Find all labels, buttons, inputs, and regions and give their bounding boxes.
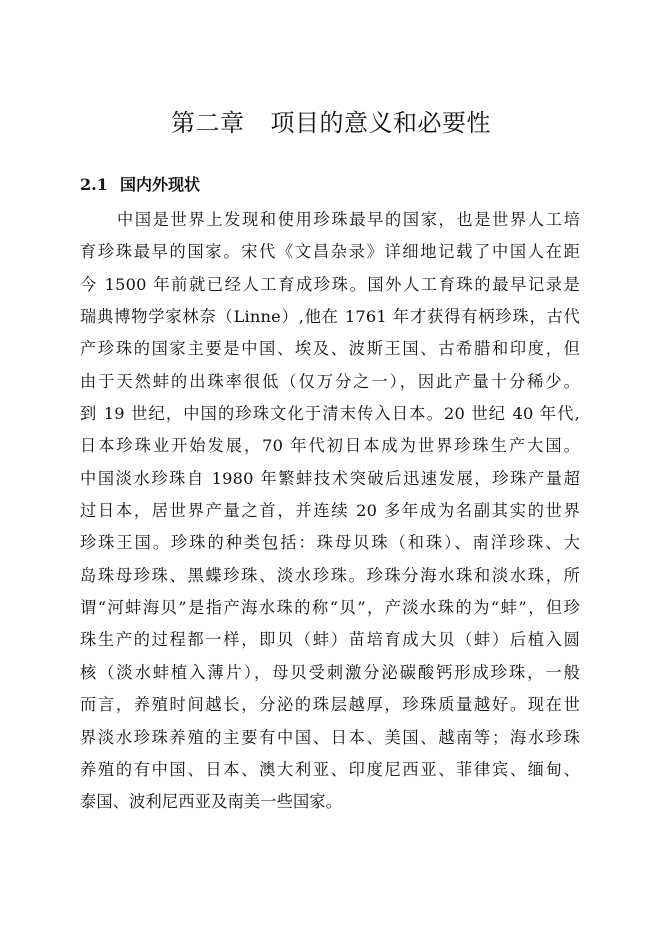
paragraph-line: 瑞典博物学家林奈（Linne）,他在 1761 年才获得有柄珍珠，古代: [80, 307, 580, 327]
paragraph-line: 珍珠王国。珍珠的种类包括：珠母贝珠（和珠）、南洋珍珠、大: [80, 533, 580, 553]
section-number: 2.1: [80, 175, 108, 194]
paragraph-line: 育珍珠最早的国家。宋代《文昌杂录》详细地记载了中国人在距: [80, 242, 580, 262]
chapter-title: [0, 106, 662, 140]
paragraph-line: 核（淡水蚌植入薄片），母贝受刺激分泌碳酸钙形成珍珠，一般: [80, 662, 580, 682]
body-paragraph: [80, 204, 580, 819]
paragraph-line: 养殖的有中国、日本、澳大利亚、印度尼西亚、菲律宾、缅甸、: [80, 759, 580, 779]
chapter-title-text: 项目的意义和必要性: [270, 109, 491, 137]
paragraph-line: 珠生产的过程都一样，即贝（蚌）苗培育成大贝（蚌）后植入圆: [80, 630, 580, 650]
chapter-number: 第二章: [171, 109, 245, 137]
paragraph-line: 谓“河蚌海贝”是指产海水珠的称“贝”，产淡水珠的为“蚌”，但珍: [80, 598, 580, 618]
paragraph-line: 产珍珠的国家主要是中国、埃及、波斯王国、古希腊和印度，但: [80, 339, 580, 359]
paragraph-line: 中国是世界上发现和使用珍珠最早的国家，也是世界人工培: [117, 210, 580, 229]
section-title: 国内外现状: [120, 175, 201, 194]
paragraph-line: 岛珠母珍珠、黑蝶珍珠、淡水珍珠。珍珠分海水珠和淡水珠，所: [80, 565, 580, 585]
paragraph-line: 而言，养殖时间越长，分泌的珠层越厚，珍珠质量越好。现在世: [80, 695, 580, 715]
paragraph-line: 中国淡水珍珠自 1980 年繁蚌技术突破后迅速发展，珍珠产量超: [80, 468, 580, 488]
paragraph-line: 过日本，居世界产量之首，并连续 20 多年成为名副其实的世界: [80, 501, 580, 521]
paragraph-line: 到 19 世纪，中国的珍珠文化于清末传入日本。20 世纪 40 年代,: [80, 404, 580, 424]
paragraph-line: 今 1500 年前就已经人工育成珍珠。国外人工育珠的最早记录是: [80, 274, 580, 294]
paragraph-line: 泰国、波利尼西亚及南美一些国家。: [80, 792, 343, 812]
paragraph-line: 日本珍珠业开始发展，70 年代初日本成为世界珍珠生产大国。: [80, 436, 580, 456]
paragraph-line: 界淡水珍珠养殖的主要有中国、日本、美国、越南等；海水珍珠: [80, 727, 580, 747]
paragraph-line: 由于天然蚌的出珠率很低（仅万分之一），因此产量十分稀少。: [80, 371, 580, 391]
section-heading: [80, 173, 200, 197]
